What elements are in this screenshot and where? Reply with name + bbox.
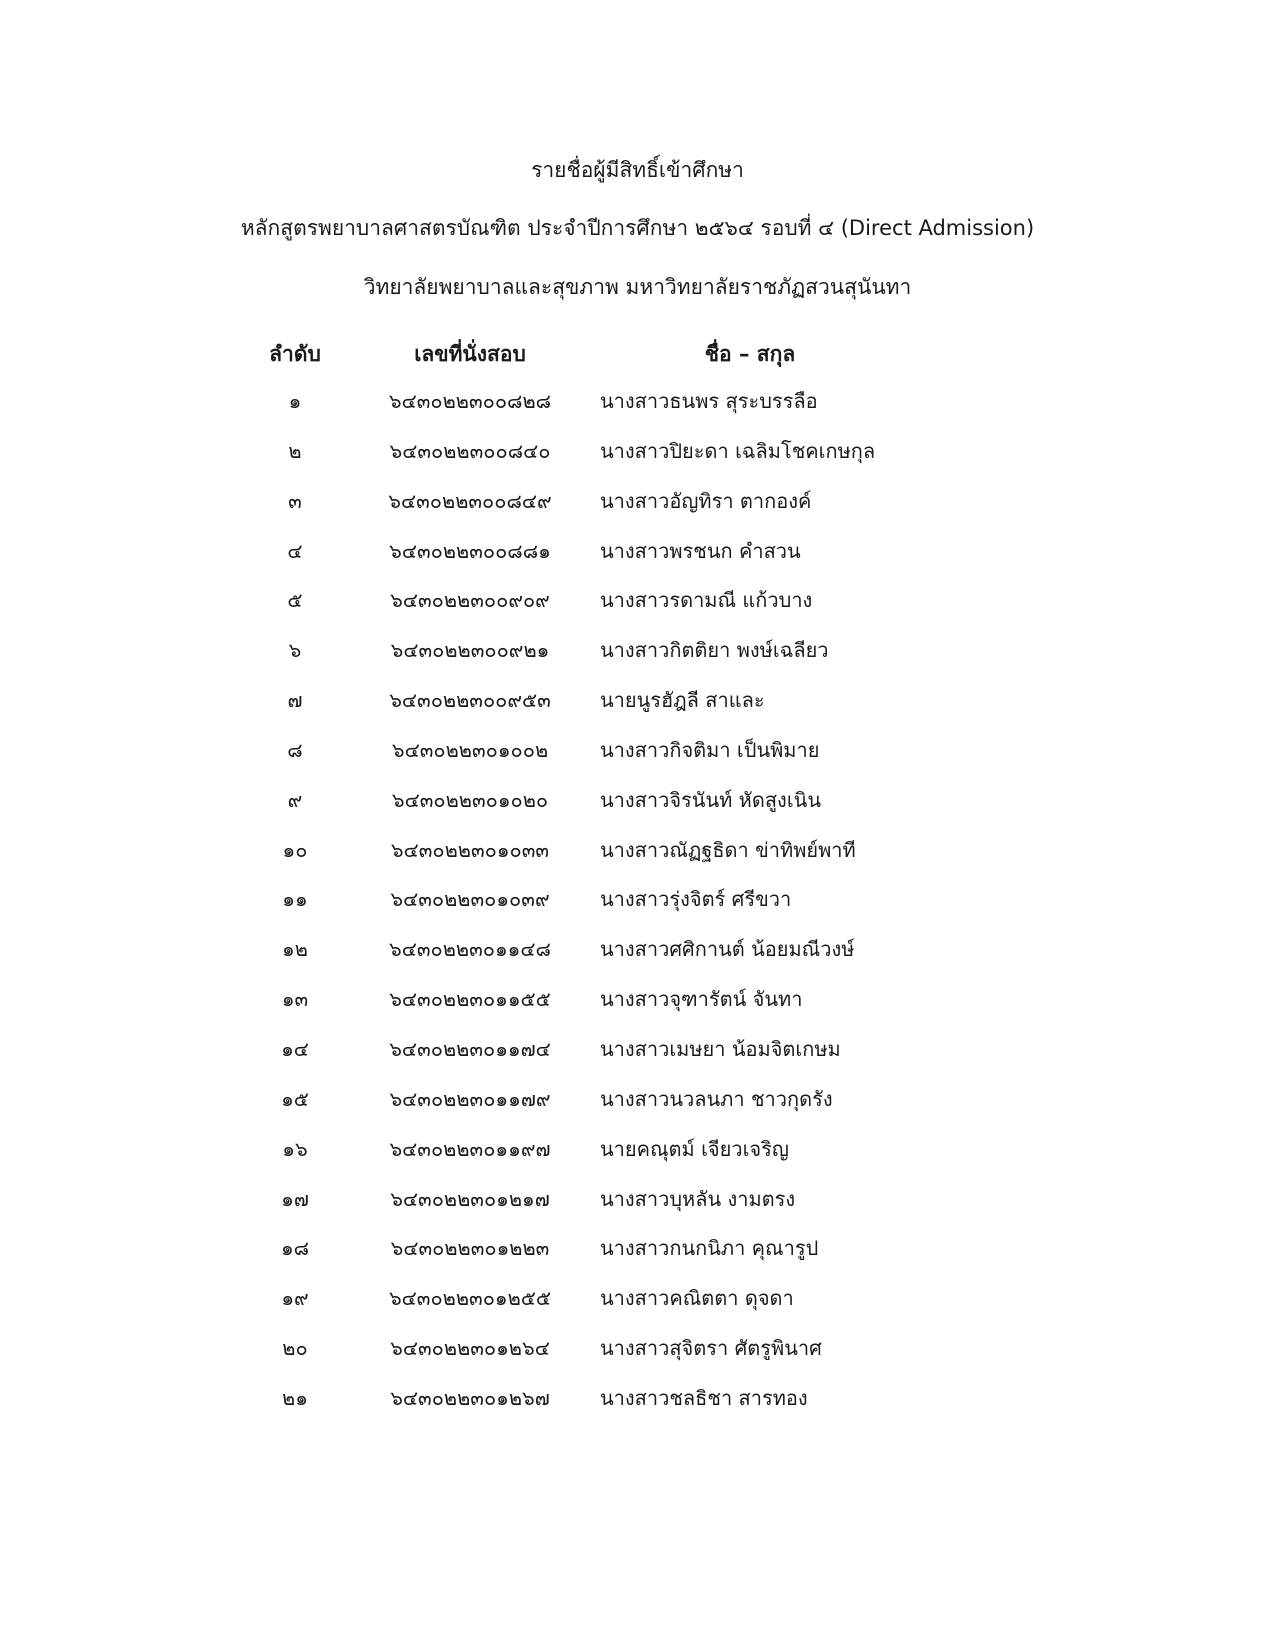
row-order: ๗ xyxy=(287,688,303,713)
row-seat-number: ๖๔๓๐๒๒๓๐๐๘๔๙ xyxy=(388,488,552,513)
row-order: ๑๓ xyxy=(281,987,309,1012)
row-order: ๑๙ xyxy=(281,1286,309,1311)
institution-subtitle: วิทยาลัยพยาบาลและสุขภาพ มหาวิทยาลัยราชภัฏสวนสุนันทา xyxy=(363,275,912,299)
row-seat-number: ๖๔๓๐๒๒๓๐๑๑๗๔ xyxy=(389,1036,551,1061)
row-full-name: นางสาวชลธิชา สารทอง xyxy=(600,1385,808,1410)
table-row xyxy=(0,1083,1275,1133)
row-seat-number: ๖๔๓๐๒๒๓๐๐๙๐๙ xyxy=(390,588,550,613)
row-seat-number: ๖๔๓๐๒๒๓๐๐๘๒๘ xyxy=(388,389,552,413)
row-seat-number: ๖๔๓๐๒๒๓๐๑๑๕๕ xyxy=(389,987,551,1012)
row-order: ๑๐ xyxy=(282,837,308,862)
table-row xyxy=(0,734,1275,784)
row-full-name: นางสาวพรชนก คำสวน xyxy=(600,538,801,563)
table-row xyxy=(0,684,1275,734)
row-order: ๑๔ xyxy=(281,1036,309,1061)
row-order: ๑ xyxy=(288,389,302,413)
row-order: ๑๗ xyxy=(281,1186,309,1211)
row-order: ๙ xyxy=(287,787,303,812)
row-full-name: นางสาวกนกนิภา คุณารูป xyxy=(600,1236,819,1261)
row-seat-number: ๖๔๓๐๒๒๓๐๐๙๕๓ xyxy=(389,688,551,713)
row-full-name: นางสาวธนพร สุระบรรลือ xyxy=(600,389,818,413)
row-full-name: นางสาวรดามณี แก้วบาง xyxy=(600,588,813,613)
row-full-name: นางสาวกิจติมา เป็นพิมาย xyxy=(600,737,820,762)
row-full-name: นางสาวจิรนันท์ หัดสูงเนิน xyxy=(600,787,822,812)
row-order: ๑๒ xyxy=(282,937,308,962)
row-full-name: นางสาวเมษยา น้อมจิตเกษม xyxy=(600,1036,841,1061)
row-seat-number: ๖๔๓๐๒๒๓๐๐๙๒๑ xyxy=(390,638,550,663)
row-order: ๑๕ xyxy=(281,1086,309,1111)
row-seat-number: ๖๔๓๐๒๒๓๐๑๒๖๔ xyxy=(390,1336,550,1361)
row-seat-number: ๖๔๓๐๒๒๓๐๐๘๔๐ xyxy=(389,438,551,463)
table-row xyxy=(0,535,1275,585)
table-header xyxy=(0,338,1275,372)
table-row xyxy=(0,1282,1275,1332)
row-full-name: นางสาวจุฑารัตน์ จันทา xyxy=(600,987,803,1012)
row-seat-number: ๖๔๓๐๒๒๓๐๐๘๘๑ xyxy=(389,538,551,563)
table-body xyxy=(0,385,1275,1432)
table-row xyxy=(0,485,1275,535)
row-seat-number: ๖๔๓๐๒๒๓๐๑๐๐๒ xyxy=(391,737,549,762)
row-seat-number: ๖๔๓๐๒๒๓๐๑๐๓๙ xyxy=(390,887,550,912)
header-order: ลำดับ xyxy=(269,342,321,366)
row-full-name: นางสาวสุจิตรา ศัตรูพินาศ xyxy=(600,1336,822,1361)
row-full-name: นางสาวอัญทิรา ตากองค์ xyxy=(600,488,812,513)
row-seat-number: ๖๔๓๐๒๒๓๐๑๒๕๕ xyxy=(388,1286,552,1311)
row-order: ๑๑ xyxy=(282,887,308,912)
table-row xyxy=(0,584,1275,634)
table-row xyxy=(0,1033,1275,1083)
table-row xyxy=(0,1382,1275,1432)
row-seat-number: ๖๔๓๐๒๒๓๐๑๑๗๙ xyxy=(389,1086,551,1111)
table-row xyxy=(0,1232,1275,1282)
row-order: ๒๐ xyxy=(282,1336,308,1361)
row-order: ๓ xyxy=(288,488,302,513)
row-order: ๒๑ xyxy=(282,1385,308,1410)
table-row xyxy=(0,1133,1275,1183)
table-row xyxy=(0,1332,1275,1382)
row-full-name: นางสาวคณิตตา ดุจดา xyxy=(600,1286,794,1311)
row-full-name: นางสาวบุหลัน งามตรง xyxy=(600,1186,796,1211)
row-full-name: นางสาวปิยะดา เฉลิมโชคเกษกุล xyxy=(600,438,876,463)
table-row xyxy=(0,1183,1275,1233)
table-row xyxy=(0,883,1275,933)
row-seat-number: ๖๔๓๐๒๒๓๐๑๒๒๓ xyxy=(390,1236,550,1261)
row-full-name: นางสาวศศิกานต์ น้อยมณีวงษ์ xyxy=(600,937,855,962)
table-row xyxy=(0,933,1275,983)
row-seat-number: ๖๔๓๐๒๒๓๐๑๐๓๓ xyxy=(390,837,550,862)
row-full-name: นางสาวรุ่งจิตร์ ศรีขวา xyxy=(600,887,792,912)
row-order: ๖ xyxy=(288,638,302,663)
row-seat-number: ๖๔๓๐๒๒๓๐๑๑๙๗ xyxy=(389,1136,551,1161)
row-order: ๘ xyxy=(287,737,303,762)
table-row xyxy=(0,834,1275,884)
row-order: ๑๖ xyxy=(282,1136,308,1161)
row-order: ๑๘ xyxy=(280,1236,310,1261)
row-full-name: นางสาวกิตติยา พงษ์เฉลียว xyxy=(600,638,829,663)
row-full-name: นายคณุตม์ เจียวเจริญ xyxy=(600,1136,789,1161)
row-order: ๔ xyxy=(287,538,303,563)
row-seat-number: ๖๔๓๐๒๒๓๐๑๒๖๗ xyxy=(390,1385,550,1410)
table-row xyxy=(0,435,1275,485)
document-title: รายชื่อผู้มีสิทธิ์เข้าศึกษา xyxy=(531,158,744,182)
row-seat-number: ๖๔๓๐๒๒๓๐๑๒๑๗ xyxy=(390,1186,550,1211)
table-row xyxy=(0,784,1275,834)
row-order: ๒ xyxy=(288,438,302,463)
table-row xyxy=(0,385,1275,435)
row-full-name: นางสาวนวลนภา ชาวกุดรัง xyxy=(600,1086,833,1111)
table-row xyxy=(0,634,1275,684)
row-full-name: นางสาวณัฏฐธิดา ข่าทิพย์พาที xyxy=(600,837,856,862)
row-seat-number: ๖๔๓๐๒๒๓๐๑๐๒๐ xyxy=(391,787,549,812)
row-order: ๕ xyxy=(287,588,303,613)
header-seat-number: เลขที่นั่งสอบ xyxy=(414,342,526,366)
header-full-name: ชื่อ – สกุล xyxy=(704,342,796,366)
table-row xyxy=(0,983,1275,1033)
row-full-name: นายนูรฮัฎลี สาและ xyxy=(600,688,765,713)
row-seat-number: ๖๔๓๐๒๒๓๐๑๑๔๘ xyxy=(389,937,551,962)
program-subtitle: หลักสูตรพยาบาลศาสตรบัณฑิต ประจำปีการศึกษา ๒๕๖๔ รอบที่ ๔ (Direct Admission) xyxy=(240,216,1035,240)
